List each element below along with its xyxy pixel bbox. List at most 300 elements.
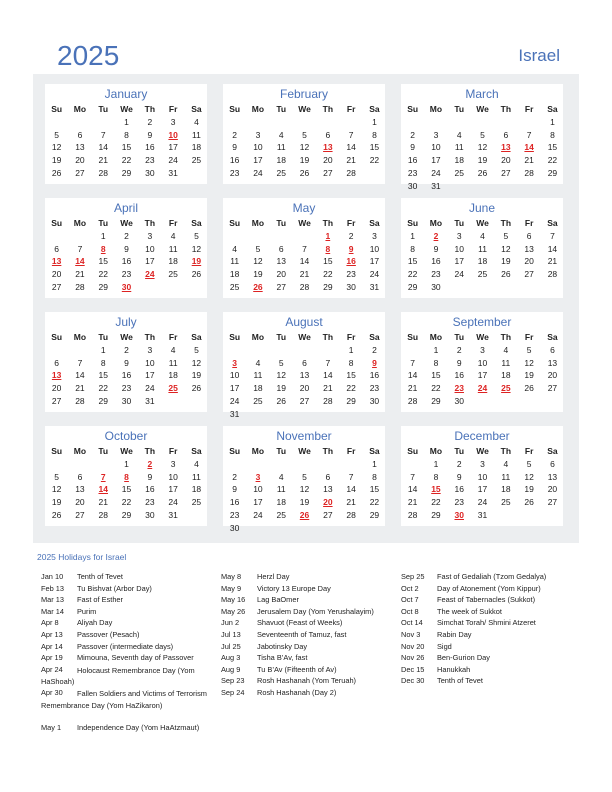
holiday-day: 14	[524, 142, 534, 153]
weekday-header: Tu	[276, 332, 287, 342]
weekday-header: Su	[51, 218, 63, 228]
day-cell: 24	[145, 383, 155, 394]
day-cell: 6	[278, 243, 284, 254]
day-cell: 23	[229, 167, 240, 178]
day-cell: 27	[323, 509, 333, 520]
day-cell: 11	[168, 243, 178, 254]
day-cell: 11	[168, 357, 178, 368]
day-cell: 11	[192, 471, 201, 482]
day-cell: 24	[431, 167, 441, 178]
holiday-day: 30	[121, 281, 132, 292]
holiday-date: Sep 25	[401, 572, 425, 581]
weekday-header: Tu	[276, 446, 287, 456]
day-cell: 11	[454, 142, 464, 153]
holidays-title: 2025 Holidays for Israel	[37, 552, 127, 562]
day-cell: 31	[477, 509, 488, 520]
holiday-day: 9	[348, 243, 354, 254]
holiday-date: Apr 24	[41, 664, 63, 674]
day-cell: 17	[168, 142, 178, 153]
day-cell: 22	[98, 383, 108, 394]
day-cell: 14	[98, 142, 108, 153]
holiday-name: Rosh Hashanah (Yom Teruah)	[257, 676, 357, 686]
day-cell: 10	[253, 142, 263, 153]
day-cell: 15	[547, 142, 558, 153]
month-name: March	[465, 87, 499, 101]
holiday-date: Jul 13	[221, 629, 241, 639]
holiday-day: 26	[253, 281, 263, 292]
day-cell: 31	[145, 395, 155, 406]
day-cell: 21	[75, 269, 85, 280]
weekday-header: We	[120, 332, 133, 342]
month-may	[223, 198, 385, 298]
day-cell: 28	[346, 509, 356, 520]
holiday-date: May 26	[221, 606, 246, 616]
day-cell: 3	[372, 231, 377, 241]
day-cell: 25	[276, 167, 286, 178]
weekday-header: Sa	[191, 104, 202, 114]
holiday-date: May 16	[221, 595, 246, 605]
day-cell: 3	[170, 117, 176, 127]
country-title: Israel	[518, 46, 560, 65]
day-cell: 18	[253, 383, 263, 394]
day-cell: 30	[346, 281, 356, 292]
day-cell: 6	[550, 345, 555, 355]
day-cell: 25	[477, 269, 488, 280]
holiday-name: Jabotinsky Day	[257, 641, 308, 651]
weekday-header: Tu	[454, 104, 465, 114]
holiday-date: May 9	[221, 583, 242, 593]
holiday-day: 14	[98, 484, 108, 495]
day-cell: 2	[124, 345, 129, 355]
day-cell: 8	[410, 243, 416, 254]
day-cell: 22	[407, 269, 418, 280]
day-cell: 6	[550, 459, 555, 469]
day-cell: 26	[191, 383, 202, 394]
day-cell: 18	[229, 269, 240, 280]
weekday-header: Th	[144, 104, 156, 114]
day-cell: 18	[276, 155, 286, 166]
holiday-name: Fast of Esther	[77, 595, 124, 605]
holiday-day: 13	[323, 142, 333, 153]
day-cell: 24	[168, 497, 178, 508]
weekday-header: Su	[407, 446, 419, 456]
holiday-name: Hanukkah	[437, 664, 471, 674]
day-cell: 22	[369, 155, 380, 166]
weekday-header: Fr	[168, 332, 178, 342]
holiday-date: Sep 23	[221, 676, 245, 686]
day-cell: 16	[145, 142, 155, 153]
holiday-day: 10	[168, 129, 178, 140]
holiday-name: The week of Sukkot	[437, 606, 502, 616]
day-cell: 22	[431, 497, 441, 508]
day-cell: 30	[407, 180, 418, 191]
month-march	[401, 84, 563, 191]
day-cell: 27	[524, 269, 534, 280]
day-cell: 7	[325, 357, 331, 368]
day-cell: 27	[75, 509, 85, 520]
weekday-header: Sa	[369, 218, 380, 228]
weekday-header: Su	[51, 104, 63, 114]
holiday-day: 14	[75, 256, 85, 267]
day-cell: 8	[348, 357, 354, 368]
day-cell: 21	[407, 383, 418, 394]
day-cell: 13	[524, 243, 534, 254]
day-cell: 16	[454, 484, 464, 495]
day-cell: 16	[145, 484, 155, 495]
weekday-header: Tu	[98, 446, 109, 456]
day-cell: 8	[433, 357, 439, 368]
weekday-header: Sa	[369, 446, 380, 456]
day-cell: 23	[431, 269, 441, 280]
day-cell: 23	[229, 509, 240, 520]
day-cell: 28	[547, 269, 558, 280]
day-cell: 3	[480, 345, 485, 355]
day-cell: 2	[410, 129, 416, 140]
day-cell: 24	[369, 269, 380, 280]
day-cell: 22	[121, 497, 132, 508]
day-cell: 27	[547, 497, 558, 508]
day-cell: 15	[407, 256, 418, 267]
day-cell: 20	[75, 497, 85, 508]
weekday-header: Th	[144, 218, 156, 228]
day-cell: 6	[325, 129, 331, 140]
day-cell: 31	[229, 408, 240, 419]
day-cell: 8	[372, 129, 377, 140]
weekday-header: Fr	[346, 218, 356, 228]
day-cell: 9	[147, 471, 153, 482]
day-cell: 26	[501, 269, 511, 280]
holiday-name: Lag BaOmer	[257, 595, 299, 605]
holiday-name: Shavuot (Feast of Weeks)	[257, 618, 343, 628]
day-cell: 11	[253, 370, 263, 381]
month-name: February	[279, 87, 329, 101]
day-cell: 24	[454, 269, 464, 280]
holiday-name: Tisha B’Av, fast	[257, 653, 308, 663]
day-cell: 22	[547, 155, 558, 166]
day-cell: 12	[276, 370, 286, 381]
weekday-header: Su	[51, 446, 63, 456]
day-cell: 14	[75, 370, 85, 381]
weekday-header: Su	[229, 332, 241, 342]
day-cell: 29	[346, 395, 356, 406]
holiday-day: 2	[147, 459, 153, 469]
day-cell: 29	[323, 281, 333, 292]
holiday-date: May 1	[41, 722, 62, 732]
day-cell: 30	[229, 522, 240, 533]
day-cell: 29	[121, 167, 132, 178]
day-cell: 5	[54, 471, 60, 482]
day-cell: 11	[230, 256, 240, 267]
holiday-name: Tu Bishvat (Arbor Day)	[77, 583, 152, 593]
day-cell: 21	[299, 269, 310, 280]
weekday-header: Th	[500, 446, 512, 456]
holiday-name: Feast of Tabernacles (Sukkot)	[437, 595, 536, 605]
day-cell: 1	[348, 345, 354, 355]
day-cell: 12	[51, 142, 62, 153]
day-cell: 29	[547, 167, 558, 178]
day-cell: 31	[168, 509, 178, 520]
day-cell: 26	[477, 167, 488, 178]
day-cell: 6	[302, 357, 307, 368]
day-cell: 14	[346, 484, 356, 495]
day-cell: 10	[229, 370, 240, 381]
day-cell: 5	[302, 471, 307, 482]
day-cell: 4	[170, 345, 176, 355]
month-name: August	[285, 315, 323, 329]
day-cell: 7	[410, 471, 416, 482]
holiday-day: 8	[100, 243, 106, 254]
day-cell: 4	[278, 129, 284, 140]
day-cell: 25	[168, 269, 178, 280]
month-january	[45, 84, 207, 184]
weekday-header: Fr	[346, 104, 356, 114]
day-cell: 11	[501, 471, 511, 482]
day-cell: 14	[346, 142, 356, 153]
day-cell: 21	[547, 256, 558, 267]
day-cell: 28	[75, 395, 85, 406]
holiday-name: Simchat Torah/ Shmini Atzeret	[437, 618, 536, 628]
day-cell: 18	[191, 142, 202, 153]
day-cell: 27	[51, 395, 62, 406]
day-cell: 12	[477, 142, 488, 153]
holiday-name: Ben-Gurion Day	[437, 653, 490, 663]
day-cell: 27	[276, 281, 286, 292]
holiday-name: Fallen Soldiers and Victims of Terrorism Remembrance Day (Yom HaZikaron)	[41, 688, 207, 710]
day-cell: 12	[501, 243, 511, 254]
day-cell: 17	[431, 155, 441, 166]
day-cell: 28	[407, 509, 418, 520]
day-cell: 22	[121, 155, 132, 166]
day-cell: 17	[168, 484, 178, 495]
day-cell: 26	[276, 395, 286, 406]
weekday-header: We	[476, 446, 489, 456]
day-cell: 9	[147, 129, 153, 140]
month-october	[45, 426, 207, 526]
day-cell: 17	[253, 155, 263, 166]
day-cell: 13	[299, 370, 310, 381]
month-september	[401, 312, 563, 412]
day-cell: 2	[232, 129, 238, 140]
day-cell: 17	[477, 484, 488, 495]
weekday-header: Tu	[454, 218, 465, 228]
day-cell: 21	[524, 155, 534, 166]
day-cell: 4	[503, 345, 509, 355]
day-cell: 27	[51, 281, 62, 292]
day-cell: 10	[454, 243, 464, 254]
weekday-header: Su	[229, 104, 241, 114]
weekday-header: Fr	[168, 104, 178, 114]
day-cell: 24	[253, 167, 263, 178]
holiday-name: Herzl Day	[257, 572, 290, 581]
holiday-day: 1	[325, 231, 331, 241]
day-cell: 19	[501, 256, 511, 267]
day-cell: 29	[369, 509, 380, 520]
day-cell: 20	[51, 269, 62, 280]
weekday-header: Su	[229, 218, 241, 228]
day-cell: 28	[98, 167, 108, 178]
weekday-header: Fr	[168, 218, 178, 228]
holiday-day: 2	[433, 231, 439, 241]
day-cell: 20	[51, 383, 62, 394]
day-cell: 30	[431, 281, 441, 292]
day-cell: 11	[276, 484, 286, 495]
day-cell: 20	[276, 269, 286, 280]
day-cell: 15	[323, 256, 333, 267]
day-cell: 8	[433, 471, 439, 482]
day-cell: 14	[299, 256, 310, 267]
holiday-date: Nov 26	[401, 653, 425, 663]
day-cell: 9	[232, 484, 238, 495]
holiday-day: 24	[145, 269, 155, 280]
day-cell: 15	[98, 370, 108, 381]
day-cell: 10	[145, 243, 155, 254]
day-cell: 4	[194, 459, 199, 469]
weekday-header: We	[298, 104, 311, 114]
day-cell: 30	[369, 395, 380, 406]
day-cell: 17	[454, 256, 464, 267]
holiday-name: Fast of Gedaliah (Tzom Gedalya)	[437, 572, 547, 581]
day-cell: 25	[191, 155, 202, 166]
day-cell: 20	[524, 256, 534, 267]
holiday-day: 13	[51, 370, 62, 381]
day-cell: 28	[323, 395, 333, 406]
day-cell: 7	[526, 129, 532, 140]
weekday-header: Mo	[73, 104, 87, 114]
day-cell: 7	[77, 243, 83, 254]
weekday-header: Tu	[276, 104, 287, 114]
holiday-name: Seventeenth of Tamuz, fast	[257, 629, 347, 639]
day-cell: 22	[323, 269, 333, 280]
day-cell: 3	[433, 129, 439, 140]
day-cell: 23	[346, 269, 356, 280]
day-cell: 1	[100, 345, 106, 355]
holiday-date: Dec 15	[401, 664, 425, 674]
weekday-header: Fr	[168, 446, 178, 456]
day-cell: 5	[255, 243, 261, 254]
day-cell: 17	[145, 370, 155, 381]
day-cell: 15	[369, 484, 380, 495]
month-name: July	[115, 315, 137, 329]
day-cell: 13	[547, 471, 558, 482]
day-cell: 14	[323, 370, 333, 381]
holiday-name: Sigd	[437, 641, 452, 651]
holiday-date: May 8	[221, 572, 242, 581]
day-cell: 16	[454, 370, 464, 381]
day-cell: 7	[77, 357, 83, 368]
month-april	[45, 198, 207, 298]
day-cell: 22	[346, 383, 356, 394]
month-name: September	[452, 315, 512, 329]
holiday-date: Nov 20	[401, 641, 425, 651]
day-cell: 1	[124, 459, 129, 469]
weekday-header: Fr	[346, 446, 356, 456]
weekday-header: Sa	[191, 332, 202, 342]
day-cell: 28	[299, 281, 310, 292]
holiday-day: 8	[325, 243, 331, 254]
day-cell: 10	[431, 142, 441, 153]
day-cell: 4	[456, 129, 462, 140]
day-cell: 5	[503, 231, 509, 241]
weekday-header: Th	[322, 446, 334, 456]
day-cell: 7	[302, 243, 307, 254]
weekday-header: Su	[229, 446, 241, 456]
day-cell: 9	[456, 357, 462, 368]
holiday-date: Jun 2	[221, 618, 240, 628]
holiday-day: 25	[501, 383, 511, 394]
weekday-header: Mo	[251, 332, 265, 342]
day-cell: 15	[121, 484, 132, 495]
holiday-name: Independence Day (Yom HaAtzmaut)	[77, 722, 200, 732]
day-cell: 23	[121, 269, 132, 280]
day-cell: 28	[98, 509, 108, 520]
day-cell: 1	[433, 459, 439, 469]
holiday-date: Mar 13	[41, 595, 65, 605]
weekday-header: Sa	[547, 332, 558, 342]
holiday-date: Oct 7	[401, 595, 419, 605]
day-cell: 17	[477, 370, 488, 381]
day-cell: 17	[145, 256, 155, 267]
day-cell: 5	[194, 231, 199, 241]
day-cell: 25	[191, 497, 202, 508]
day-cell: 19	[276, 383, 286, 394]
day-cell: 23	[369, 383, 380, 394]
day-cell: 29	[431, 395, 441, 406]
holiday-day: 13	[501, 142, 511, 153]
day-cell: 1	[550, 117, 555, 127]
day-cell: 25	[276, 509, 286, 520]
day-cell: 29	[98, 281, 108, 292]
holiday-day: 7	[100, 471, 106, 482]
month-name: May	[292, 201, 316, 215]
holiday-date: Dec 30	[401, 676, 425, 686]
year-title: 2025	[57, 40, 120, 71]
day-cell: 9	[410, 142, 416, 153]
day-cell: 19	[524, 484, 534, 495]
weekday-header: Th	[500, 218, 512, 228]
day-cell: 1	[410, 231, 416, 241]
day-cell: 11	[192, 129, 201, 140]
weekday-header: Tu	[98, 104, 109, 114]
weekday-header: We	[298, 332, 311, 342]
holiday-name: Rabin Day	[437, 629, 472, 639]
month-name: October	[104, 429, 148, 443]
holiday-date: Apr 8	[41, 618, 59, 628]
day-cell: 12	[253, 256, 263, 267]
day-cell: 23	[145, 497, 155, 508]
day-cell: 4	[232, 243, 238, 254]
day-cell: 9	[124, 243, 129, 254]
day-cell: 2	[372, 345, 377, 355]
day-cell: 16	[121, 256, 132, 267]
day-cell: 20	[323, 155, 333, 166]
day-cell: 3	[480, 459, 485, 469]
day-cell: 19	[191, 370, 202, 381]
day-cell: 7	[410, 357, 416, 368]
day-cell: 12	[299, 142, 310, 153]
day-cell: 19	[477, 155, 488, 166]
day-cell: 13	[75, 142, 85, 153]
weekday-header: Sa	[369, 104, 380, 114]
day-cell: 4	[278, 471, 284, 482]
day-cell: 31	[369, 281, 380, 292]
day-cell: 16	[121, 370, 132, 381]
holiday-date: Apr 13	[41, 629, 63, 639]
day-cell: 11	[276, 142, 286, 153]
weekday-header: Sa	[191, 446, 202, 456]
day-cell: 4	[503, 459, 509, 469]
day-cell: 8	[100, 357, 106, 368]
month-december	[401, 426, 563, 526]
